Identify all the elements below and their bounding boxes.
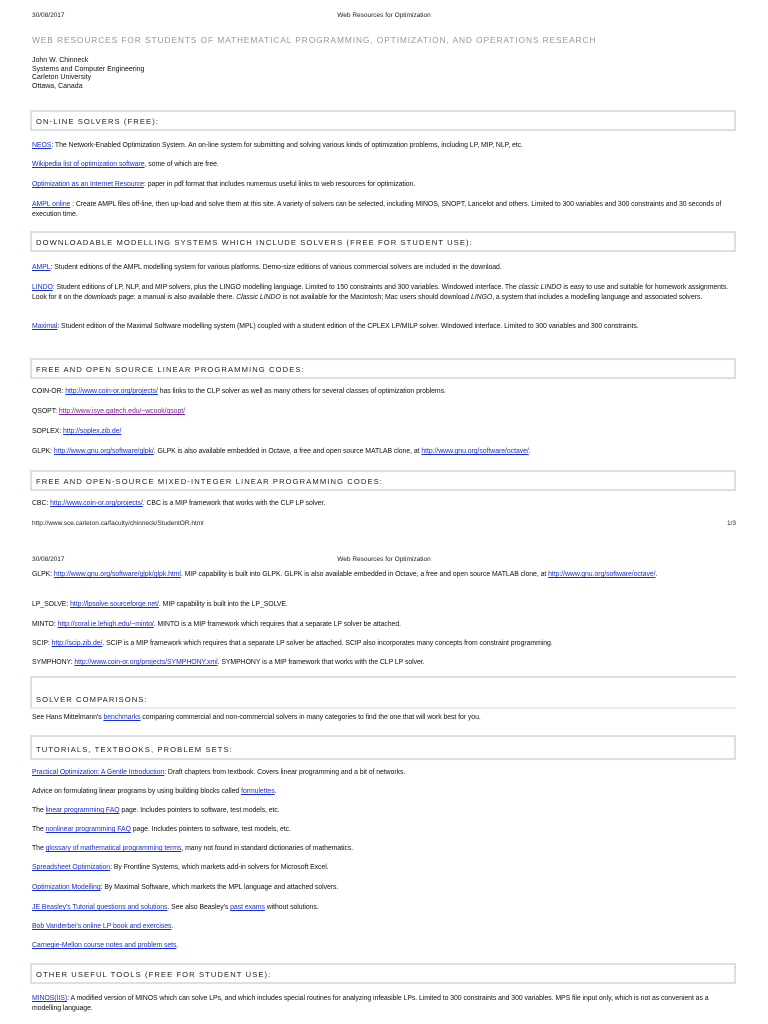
page-footer-url: http://www.sce.carleton.ca/faculty/chinneck/StudentOR.html: [32, 520, 204, 527]
link-octave[interactable]: http://www.gnu.org/software/octave/: [548, 571, 656, 578]
entry-maximal: [32, 322, 738, 332]
link-minto[interactable]: http://coral.ie.lehigh.edu/~minto/: [57, 621, 154, 628]
link-cbc[interactable]: http://www.coin-or.org/projects/: [50, 500, 143, 507]
text-segment: . MIP capability is built into the LP_SOLVE.: [158, 601, 288, 608]
section-heading-free-milp: [30, 470, 736, 491]
section-heading-online-solvers: [30, 110, 736, 131]
link-ampl[interactable]: AMPL: [32, 264, 51, 271]
text-segment: .: [655, 571, 658, 578]
text-segment: MINTO:: [32, 621, 58, 628]
link-benchmarks[interactable]: benchmarks: [103, 714, 141, 721]
text-segment: SOPLEX:: [32, 428, 64, 435]
text-segment: QSOPT:: [32, 408, 59, 415]
text-segment: . CBC is a MIP framework that works with the CLP LP solver.: [142, 500, 326, 507]
page-header-date: 30/08/2017: [32, 556, 65, 563]
entry-wikipedia: [32, 160, 738, 170]
entry-scip: [32, 639, 738, 649]
text-segment: The: [32, 807, 46, 814]
entry-neos: [32, 141, 738, 151]
link-past-exams[interactable]: past exams: [230, 904, 265, 911]
text-segment: Advice on formulating linear programs by using building blocks called: [32, 788, 242, 795]
link-practical-optimization[interactable]: Practical Optimization: A Gentle Introduction: [32, 769, 165, 776]
entry-ampl-online: [32, 200, 738, 219]
link-ampl-online[interactable]: AMPL online: [32, 201, 71, 208]
text-segment: . MIP capability is built into GLPK. GLPK is also available embedded in Octave, a free and open source MATLAB clone, at: [180, 571, 549, 578]
text-segment: . GLPK is also available embedded in Octave, a free and open source MATLAB clone, at: [153, 448, 422, 455]
text-segment: page: a manual is also available there.: [116, 293, 237, 301]
text-segment: .: [171, 923, 174, 930]
entry-qsopt: [32, 407, 738, 417]
entry-nlp-faq: [32, 825, 738, 835]
text-segment: . SYMPHONY is a MIP framework that works with the CLP LP solver.: [217, 659, 425, 666]
text-segment: : By Frontline Systems, which markets add-in solvers for Microsoft Excel.: [110, 864, 329, 871]
section-heading-free-lp: [30, 358, 736, 379]
text-segment: : Draft chapters from textbook. Covers linear programming and a bit of networks.: [164, 769, 406, 776]
entry-ampl: [32, 263, 738, 273]
link-glossary[interactable]: glossary of mathematical programming terms: [45, 845, 182, 852]
link-minos-iis[interactable]: MINOS(IIS): [32, 995, 68, 1002]
text-segment: .: [274, 788, 277, 795]
entry-cbc: [32, 499, 738, 509]
section-heading-downloadable: [30, 231, 736, 252]
author-name: John W. Chinneck: [32, 57, 89, 64]
link-spreadsheet-optimization[interactable]: Spreadsheet Optimization: [32, 864, 111, 871]
text-segment: ON-LINE SOLVERS (FREE):: [36, 117, 160, 126]
link-symphony[interactable]: http://www.coin-or.org/projects/SYMPHONY.xml: [74, 659, 218, 666]
entry-glpk: [32, 447, 738, 457]
link-glpk[interactable]: http://www.gnu.org/software/glpk/: [53, 448, 154, 455]
entry-spreadsheet-optimization: [32, 863, 738, 873]
link-maximal[interactable]: Maximal: [32, 323, 58, 330]
text-segment: See Hans Mittelmann's: [32, 714, 104, 721]
text-segment: SYMPHONY:: [32, 659, 75, 666]
text-segment: downloads: [84, 293, 117, 301]
link-optimization-modelling[interactable]: Optimization Modelling: [32, 884, 101, 891]
entry-beasley: [32, 903, 738, 913]
link-nlp-faq[interactable]: nonlinear programming FAQ: [45, 826, 131, 833]
link-lindo[interactable]: LINDO: [32, 284, 53, 291]
page-break: [0, 532, 768, 548]
text-segment: : Student editions of the AMPL modelling system for various platforms. Demo-size editions of various commercial solvers are included in the download.: [50, 264, 502, 271]
link-octave[interactable]: http://www.gnu.org/software/octave/: [421, 448, 529, 455]
section-heading-other-tools: [30, 963, 736, 984]
text-segment: The: [32, 845, 46, 852]
link-coin-or[interactable]: http://www.coin-or.org/projects/: [65, 388, 158, 395]
entry-coin-or: [32, 387, 738, 397]
entry-glossary: [32, 844, 738, 854]
entry-mittelmann: [32, 713, 738, 723]
text-segment: : By Maximal Software, which markets the MPL language and attached solvers.: [100, 884, 339, 891]
text-segment: FREE AND OPEN-SOURCE MIXED-INTEGER LINEAR PROGRAMMING CODES:: [36, 477, 384, 486]
text-segment: : Create AMPL files off-line, then up-load and solve them at this site. A variety of solvers can be selected, including MINOS, SNOPT, Lancelot and others. Limited to 300 variables and 300 constraints and 30 seconds of execution time.: [32, 201, 722, 218]
entry-lindo: [32, 283, 738, 302]
text-segment: has links to the CLP solver as well as many others for several classes of optimization problems.: [157, 388, 446, 395]
text-segment: COIN-OR:: [32, 388, 66, 395]
text-segment: : Student edition of the Maximal Software modelling system (MPL) coupled with a student edition of the CPLEX LP/MILP solver. Windowed interface. Limited to 300 variables and 300 constraints.: [57, 323, 639, 330]
entry-glpk-mip: [32, 570, 738, 580]
link-internet-resource[interactable]: Optimization as an Internet Resource: [32, 181, 144, 188]
link-soplex[interactable]: http://soplex.zib.de/: [63, 428, 122, 435]
entry-cmu: [32, 941, 738, 951]
text-segment: , a system that includes a modelling language and associated solvers.: [492, 293, 703, 301]
text-segment: CBC:: [32, 500, 51, 507]
text-segment: : paper in pdf format that includes numerous useful links to web resources for optimization.: [143, 181, 416, 188]
text-segment: . See also Beasley's: [167, 904, 231, 911]
text-segment: .: [176, 942, 179, 949]
text-segment: SOLVER COMPARISONS:: [36, 695, 148, 704]
text-segment: : The Network-Enabled Optimization System. An on-line system for submitting and solving various kinds of optimization problems, including LP, MIP, NLP, etc.: [51, 142, 523, 149]
section-heading-comparisons: [30, 676, 736, 709]
author-location: Ottawa, Canada: [32, 82, 83, 90]
text-segment: , many not found in standard dictionaries of mathematics.: [181, 845, 354, 852]
entry-minos-iis: [32, 994, 738, 1013]
text-segment: LINGO: [471, 293, 493, 301]
link-wikipedia-list[interactable]: Wikipedia list of optimization software: [32, 161, 145, 168]
text-segment: : Student editions of LP, NLP, and MIP solvers, plus the LINGO modelling language. Limited to 150 constraints and 300 variables. Windowed interface. The: [52, 284, 519, 291]
page-header-title: Web Resources for Optimization: [337, 556, 431, 563]
text-segment: TUTORIALS, TEXTBOOKS, PROBLEM SETS:: [36, 745, 233, 754]
entry-soplex: [32, 427, 738, 437]
text-segment: OTHER USEFUL TOOLS (FREE FOR STUDENT USE):: [36, 970, 272, 979]
text-segment: DOWNLOADABLE MODELLING SYSTEMS WHICH INCLUDE SOLVERS (FREE FOR STUDENT USE):: [36, 238, 473, 247]
text-segment: comparing commercial and non-commercial solvers in many categories to find the one that will work best for you.: [140, 714, 481, 721]
entry-formulettes: [32, 787, 738, 797]
text-segment: . MINTO is a MIP framework which requires that a separate LP solver be attached.: [153, 621, 401, 628]
text-segment: is easy to use and suitable for homework assignments. Look for it on the: [32, 284, 729, 301]
text-segment: page. Includes pointers to software, test models, etc.: [119, 807, 280, 814]
link-beasley-tutorial[interactable]: JE Beasley's Tutorial questions and solutions: [32, 904, 168, 911]
text-segment: . SCIP is a MIP framework which requires that a separate LP solver be attached. SCIP also incorporates many concepts from constraint programming.: [102, 640, 553, 647]
site-title: WEB RESOURCES FOR STUDENTS OF MATHEMATICAL PROGRAMMING, OPTIMIZATION, AND OPERATIONS RESEARCH: [32, 35, 597, 45]
author-dept: Systems and Computer Engineering: [32, 65, 145, 73]
text-segment: GLPK:: [32, 448, 54, 455]
text-segment: is not available for the Macintosh; Mac users should download: [280, 293, 471, 301]
link-neos[interactable]: NEOS: [32, 142, 52, 149]
page-footer-number: 1/3: [726, 520, 736, 527]
link-qsopt[interactable]: http://www.isye.gatech.edu/~wcook/qsopt/: [58, 408, 185, 415]
section-heading-tutorials: [30, 735, 736, 760]
text-segment: page. Includes pointers to software, test models, etc.: [130, 826, 291, 833]
entry-lp-faq: [32, 806, 738, 816]
entry-internet-resource: [32, 180, 738, 190]
text-segment: classic LINDO: [518, 284, 562, 291]
text-segment: GLPK:: [32, 571, 54, 578]
print-page-2: [0, 548, 768, 1024]
entry-vanderbei: [32, 922, 738, 932]
text-segment: , some of which are free.: [144, 161, 219, 168]
link-formulettes[interactable]: formulettes: [241, 788, 275, 795]
text-segment: .: [528, 448, 531, 455]
text-segment: FREE AND OPEN SOURCE LINEAR PROGRAMMING CODES:: [36, 365, 305, 374]
entry-lp-solve: [32, 600, 738, 610]
link-lp-faq[interactable]: linear programming FAQ: [45, 807, 120, 814]
page-header-title: Web Resources for Optimization: [337, 12, 431, 19]
link-scip[interactable]: http://scip.zib.de/: [51, 640, 103, 647]
text-segment: : A modified version of MINOS which can solve LPs, and which includes special routines for analyzing infeasible LPs. Limited to 300 constraints and 300 variables. MPS file input only, which is not as convenient as a modelling language.: [32, 995, 709, 1012]
entry-minto: [32, 620, 738, 630]
author-block: [32, 57, 144, 91]
text-segment: Classic LINDO: [236, 293, 281, 301]
link-vanderbei-book[interactable]: Bob Vanderbei's online LP book and exercises: [32, 923, 172, 930]
link-cmu-notes[interactable]: Carnegie-Mellon course notes and problem sets: [32, 942, 177, 949]
link-glpk-html[interactable]: http://www.gnu.org/software/glpk/glpk.html: [53, 571, 181, 578]
text-segment: LP_SOLVE:: [32, 601, 71, 608]
text-segment: SCIP:: [32, 640, 52, 647]
page-header-date: 30/08/2017: [32, 12, 65, 19]
entry-practical-optimization: [32, 768, 738, 778]
author-university: Carleton University: [32, 74, 92, 82]
text-segment: The: [32, 826, 46, 833]
link-lp-solve[interactable]: http://lpsolve.sourceforge.net/: [70, 601, 159, 608]
text-segment: without solutions.: [264, 904, 319, 911]
entry-symphony: [32, 658, 738, 668]
entry-optimization-modelling: [32, 883, 738, 893]
